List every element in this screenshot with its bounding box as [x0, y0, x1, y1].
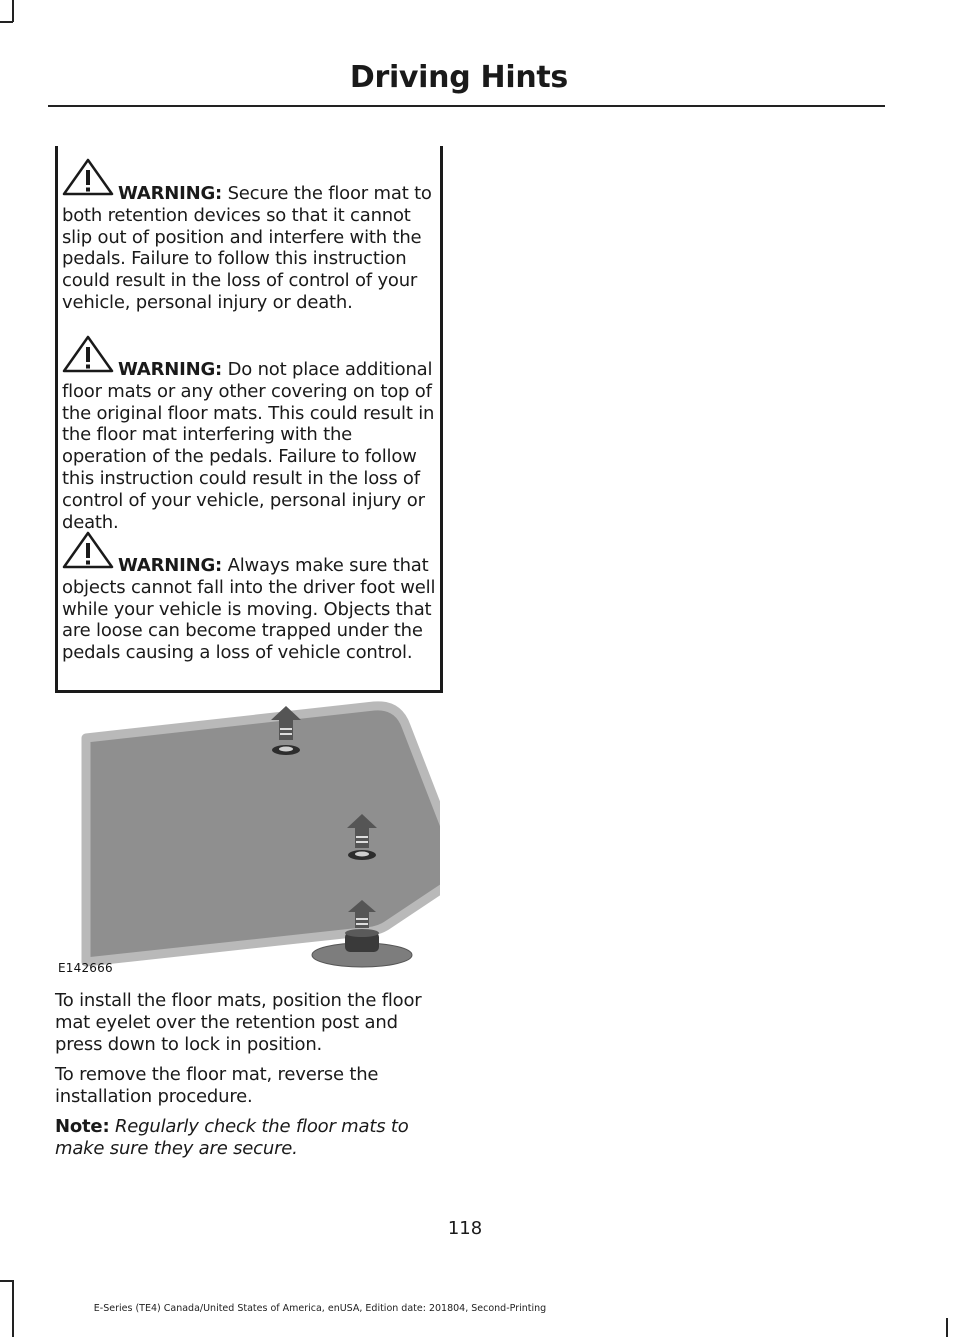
- note-paragraph: [55, 1116, 450, 1160]
- warning-text: [62, 555, 440, 664]
- warning-body: Secure the floor mat to both retention devices so that it cannot slip out of position and interfere with the pedals. Failure to follow this instruction could result in the loss of control of your vehicle, personal injury or death.: [62, 183, 432, 313]
- page-title: Driving Hints: [349, 60, 568, 95]
- crop-mark: [0, 21, 13, 23]
- warning-text: [62, 359, 440, 533]
- crop-mark: [946, 1318, 948, 1337]
- figure-id: E142666: [58, 961, 113, 975]
- header-divider: [48, 105, 885, 107]
- install-paragraph: To install the floor mats, position the floor mat eyelet over the retention post and press down to lock in position.: [55, 990, 422, 1055]
- crop-mark: [0, 1280, 13, 1282]
- floor-mat-illustration: [56, 700, 440, 980]
- warning-body: Do not place additional floor mats or any other covering on top of the original floor mats. This could result in the floor mat interfering with the operation of the pedals. Failure to follow this instruction could result in the loss of control of your vehicle, personal injury or death.: [62, 359, 435, 533]
- warning-body: Always make sure that objects cannot fall into the driver foot well while your vehicle is moving. Objects that are loose can become trapped under the pedals causing a loss of vehicle control.: [62, 555, 436, 664]
- note-label: Note:: [55, 1116, 110, 1137]
- warning-label: WARNING:: [118, 359, 223, 380]
- warning-text: [62, 183, 440, 314]
- floor-mat: [86, 706, 440, 962]
- footer-edition: E-Series (TE4) Canada/United States of America, enUSA, Edition date: 201804, Second-Printing: [93, 1303, 547, 1314]
- note-text: Regularly check the floor mats to make sure they are secure.: [55, 1116, 409, 1159]
- crop-mark: [12, 0, 14, 22]
- remove-paragraph: To remove the floor mat, reverse the installation procedure.: [55, 1064, 379, 1107]
- warning-label: WARNING:: [118, 555, 223, 576]
- warning-label: WARNING:: [118, 183, 223, 204]
- page-number: 118: [447, 1218, 483, 1239]
